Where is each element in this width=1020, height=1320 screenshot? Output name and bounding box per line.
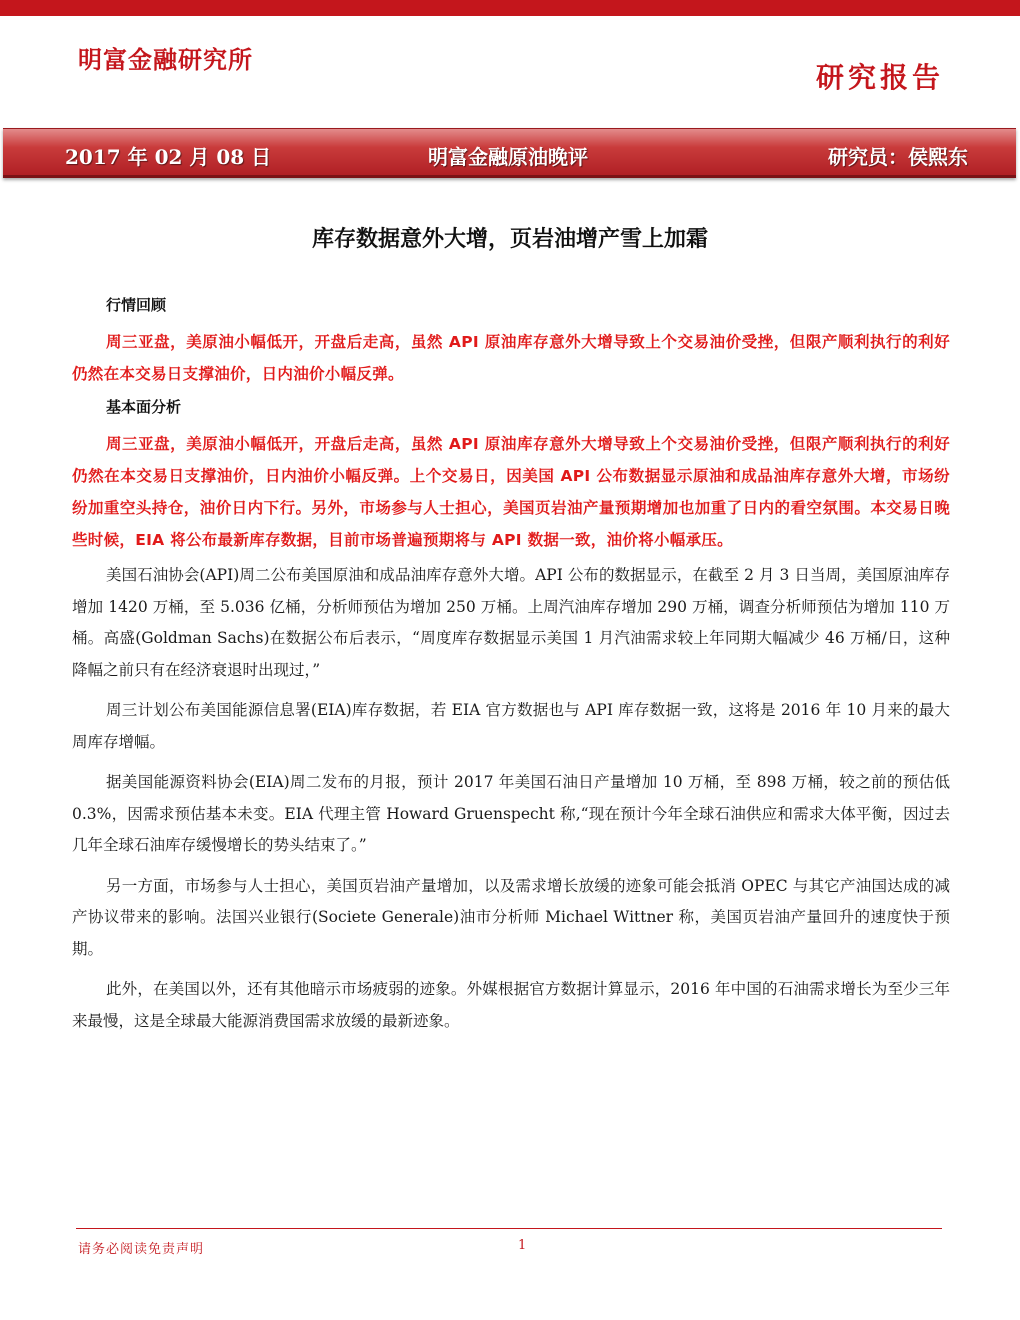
report-banner	[3, 128, 1016, 178]
body-paragraph: 此外，在美国以外，还有其他暗示市场疲弱的迹象。外媒根据官方数据计算显示，2016 年中国的石油需求增长为至少三年来最慢，这是全球最大能源消费国需求放缓的最新迹象。	[72, 980, 950, 1030]
section-heading-market-review: 行情回顾	[106, 296, 167, 314]
body-paragraph: 美国石油协会(API)周二公布美国原油和成品油库存意外大增。API 公布的数据显示，在截至 2 月 3 日当周，美国原油库存增加 1420 万桶，至 5.036 亿桶，分析师预估为增加 250 万桶。上周汽油库存增加 290 万桶，调查分析师预估为增加 110 万桶。高盛(Goldman Sachs)在数据公布后表示，“周度库存数据显示美国 1 月汽油需求较上年同期大幅减少 46 万桶/日，这种降幅之前只有在经济衰退时出现过，”	[72, 566, 950, 679]
report-date: 2017 年 02 月 08 日	[65, 145, 272, 169]
body-paragraph: 据美国能源资料协会(EIA)周二发布的月报，预计 2017 年美国石油日产量增加 10 万桶，至 898 万桶，较之前的预估低 0.3%，因需求预估基本未变。EIA 代理主管 Howard Gruenspecht 称,“现在预计今年全球石油供应和需求大体平衡，因过去几年全球石油库存缓慢增长的势头结束了。”	[72, 773, 950, 854]
report-column-name: 明富金融原油晚评	[428, 145, 588, 169]
top-accent-bar	[0, 0, 1020, 16]
page-number: 1	[518, 1238, 527, 1253]
market-review-summary: 周三亚盘，美原油小幅低开，开盘后走高，虽然 API 原油库存意外大增导致上个交易油价受挫，但限产顺利执行的利好仍然在本交易日支撑油价，日内油价小幅反弹。	[72, 333, 950, 383]
brand-logo: 明富金融研究所	[78, 46, 253, 74]
analyst-name: 研究员：侯熙东	[828, 145, 968, 169]
body-paragraph: 另一方面，市场参与人士担心，美国页岩油产量增加，以及需求增长放缓的迹象可能会抵消 OPEC 与其它产油国达成的减产协议带来的影响。法国兴业银行(Societe Generale)油市分析师 Michael Wittner 称，美国页岩油产量回升的速度快于预期。	[72, 876, 950, 958]
disclaimer-link[interactable]: 请务必阅读免责声明	[78, 1242, 205, 1257]
body-paragraph: 周三计划公布美国能源信息署(EIA)库存数据，若 EIA 官方数据也与 API 库存数据一致，这将是 2016 年 10 月来的最大周库存增幅。	[72, 701, 950, 751]
report-body	[72, 292, 950, 1046]
fundamentals-summary: 周三亚盘，美原油小幅低开，开盘后走高，虽然 API 原油库存意外大增导致上个交易油价受挫，但限产顺利执行的利好仍然在本交易日支撑油价，日内油价小幅反弹。上个交易日，因美国 API 公布数据显示原油和成品油库存意外大增，市场纷纷加重空头持仓，油价日内下行。另外，市场参与人士担心，美国页岩油产量预期增加也加重了日内的看空氛围。本交易日晚些时候，EIA 将公布最新库存数据，目前市场普遍预期将与 API 数据一致，油价将小幅承压。	[72, 435, 950, 549]
report-title: 库存数据意外大增，页岩油增产雪上加霜	[311, 227, 708, 252]
footer-divider	[76, 1228, 942, 1229]
section-heading-fundamentals: 基本面分析	[106, 398, 182, 416]
report-type-label: 研究报告	[815, 61, 944, 94]
